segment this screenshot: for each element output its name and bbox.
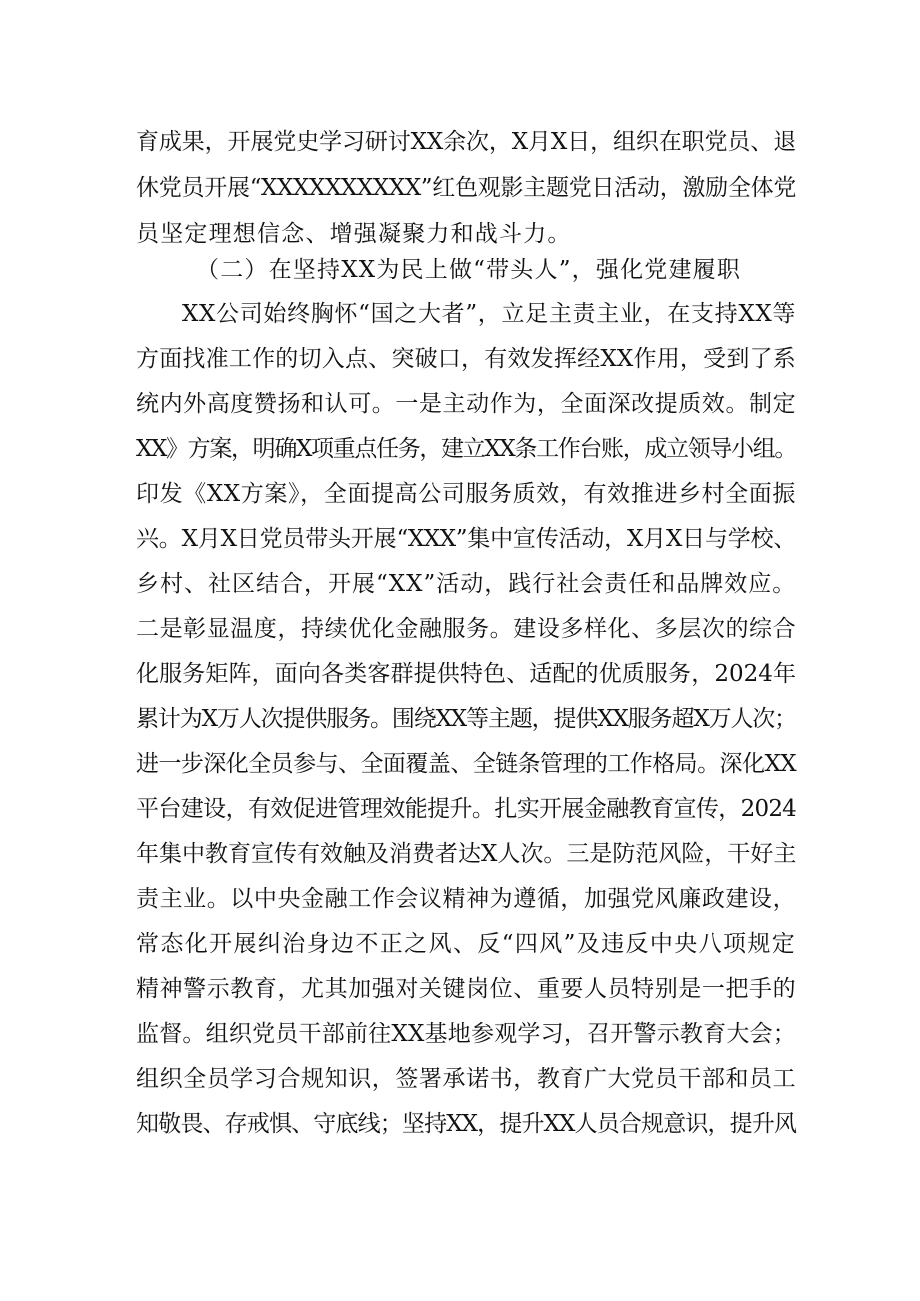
section-heading: （二）在坚持XX为民上做“带头人”，强化党建履职: [196, 257, 742, 283]
paragraph-line: 方面找准工作的切入点、突破口，有效发挥经XX作用，受到了系: [136, 346, 796, 372]
paragraph-line: 休党员开展“XXXXXXXXXX”红色观影主题党日活动，激励全体党: [136, 175, 796, 201]
paragraph-line: 常态化开展纠治身边不正之风、反“四风”及违反中央八项规定: [136, 931, 796, 957]
paragraph-line: XX公司始终胸怀“国之大者”，立足主责主业，在支持XX等: [182, 301, 796, 327]
paragraph-line: 知敬畏、存戒惧、守底线；坚持XX，提升XX人员合规意识，提升风: [136, 1111, 796, 1137]
paragraph-line: 统内外高度赞扬和认可。一是主动作为，全面深改提质效。制定: [136, 391, 796, 417]
paragraph-line: 累计为X万人次提供服务。围绕XX等主题，提供XX服务超X万人次；: [136, 706, 796, 732]
paragraph-line: 组织全员学习合规知识，签署承诺书，教育广大党员干部和员工: [136, 1066, 796, 1092]
paragraph-line: 精神警示教育，尤其加强对关键岗位、重要人员特别是一把手的: [136, 976, 796, 1002]
paragraph-line: 年集中教育宣传有效触及消费者达X人次。三是防范风险，干好主: [136, 841, 797, 867]
paragraph-line: 化服务矩阵，面向各类客群提供特色、适配的优质服务，2024年: [136, 661, 796, 687]
paragraph-line: 二是彰显温度，持续优化金融服务。建设多样化、多层次的综合: [136, 616, 796, 642]
paragraph-line: XX》方案，明确X项重点任务，建立XX条工作台账，成立领导小组。: [136, 436, 796, 462]
paragraph-line: 员坚定理想信念、增强凝聚力和战斗力。: [136, 221, 572, 247]
paragraph-line: 监督。组织党员干部前往XX基地参观学习，召开警示教育大会；: [136, 1021, 796, 1047]
paragraph-line: 平台建设，有效促进管理效能提升。扎实开展金融教育宣传，2024: [136, 796, 796, 822]
paragraph-line: 乡村、社区结合，开展“XX”活动，践行社会责任和品牌效应。: [136, 571, 797, 597]
paragraph-line: 责主业。以中央金融工作会议精神为遵循，加强党风廉政建设，: [136, 886, 796, 912]
paragraph-line: 进一步深化全员参与、全面覆盖、全链条管理的工作格局。深化XX: [136, 751, 796, 777]
paragraph-line: 兴。X月X日党员带头开展“XXX”集中宣传活动，X月X日与学校、: [136, 526, 796, 552]
paragraph-line: 育成果，开展党史学习研讨XX余次，X月X日，组织在职党员、退: [136, 129, 796, 155]
paragraph-line: 印发《XX方案》，全面提高公司服务质效，有效推进乡村全面振: [136, 481, 796, 507]
